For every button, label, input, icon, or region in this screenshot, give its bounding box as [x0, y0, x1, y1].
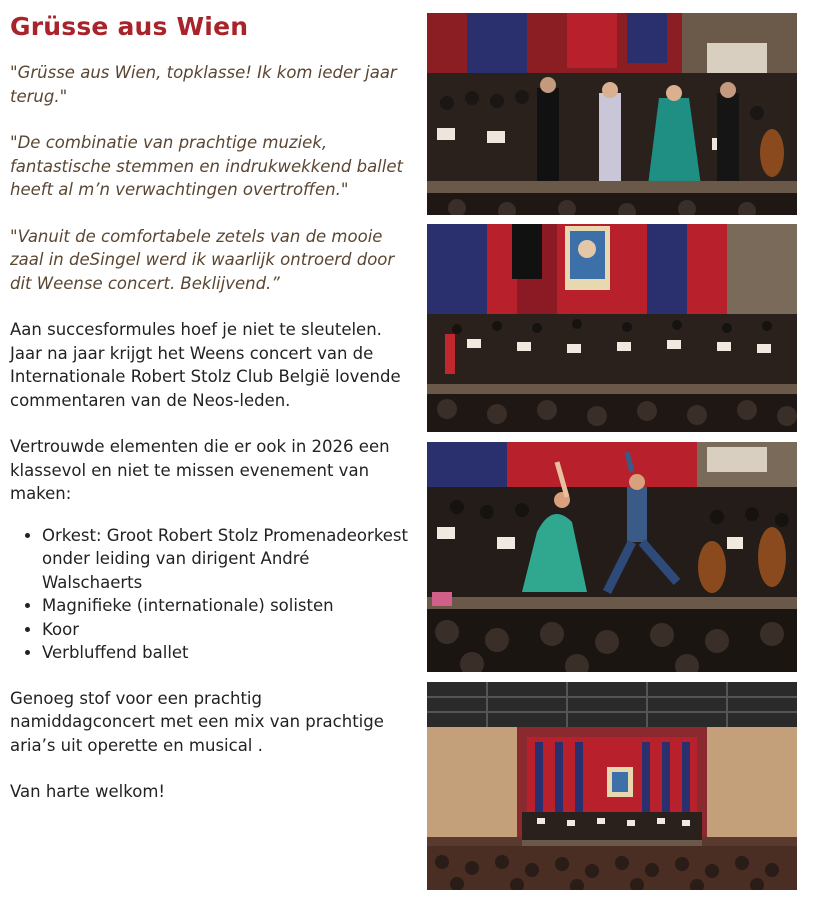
testimonial-quote-2: "De combinatie van prachtige muziek, fantastische stemmen en indrukwekkend ballet heeft al m’n verwachtingen overtroffen." [10, 133, 403, 199]
page-title: Grüsse aus Wien [10, 12, 249, 41]
article-column [10, 12, 410, 804]
list-item: • Magnifieke (internationale) solisten [42, 594, 410, 618]
intro-paragraph [10, 318, 410, 412]
highlights-list [10, 524, 410, 665]
testimonial-quote-1: "Grüsse aus Wien, topklasse! Ik kom ieder jaar terug." [10, 63, 397, 106]
list-item: • Verbluffend ballet [42, 641, 410, 665]
testimonial-quote-3: "Vanuit de comfortabele zetels van de mooie zaal in deSingel werd ik waarlijk ontroerd door dit Weense concert. Beklijvend.” [10, 226, 395, 293]
intro-line-1: Aan succesformules hoef je niet te sleutelen. [10, 320, 382, 339]
concert-soloists-photo [427, 13, 797, 215]
orchestra-hall-photo [427, 224, 797, 432]
intro-line-2: Jaar na jaar krijgt het Weens concert van de Internationale Robert Stolz Club België lovende commentaren van de Neos-leden. [10, 343, 401, 410]
elements-paragraph: Vertrouwde elementen die er ook in 2026 een klassevol en niet te missen evenement van maken: [10, 437, 390, 503]
list-item: • Orkest: Groot Robert Stolz Promenadeorkest onder leiding van dirigent André Walschaerts [42, 524, 410, 595]
closing-text: Van harte welkom! [10, 782, 166, 801]
concert-hall-wide-photo [427, 682, 797, 890]
program-paragraph: Genoeg stof voor een prachtig namiddagconcert met een mix van prachtige aria’s uit operette en musical . [10, 688, 384, 755]
list-item: • Koor [42, 618, 410, 642]
ballet-dancers-photo [427, 442, 797, 672]
